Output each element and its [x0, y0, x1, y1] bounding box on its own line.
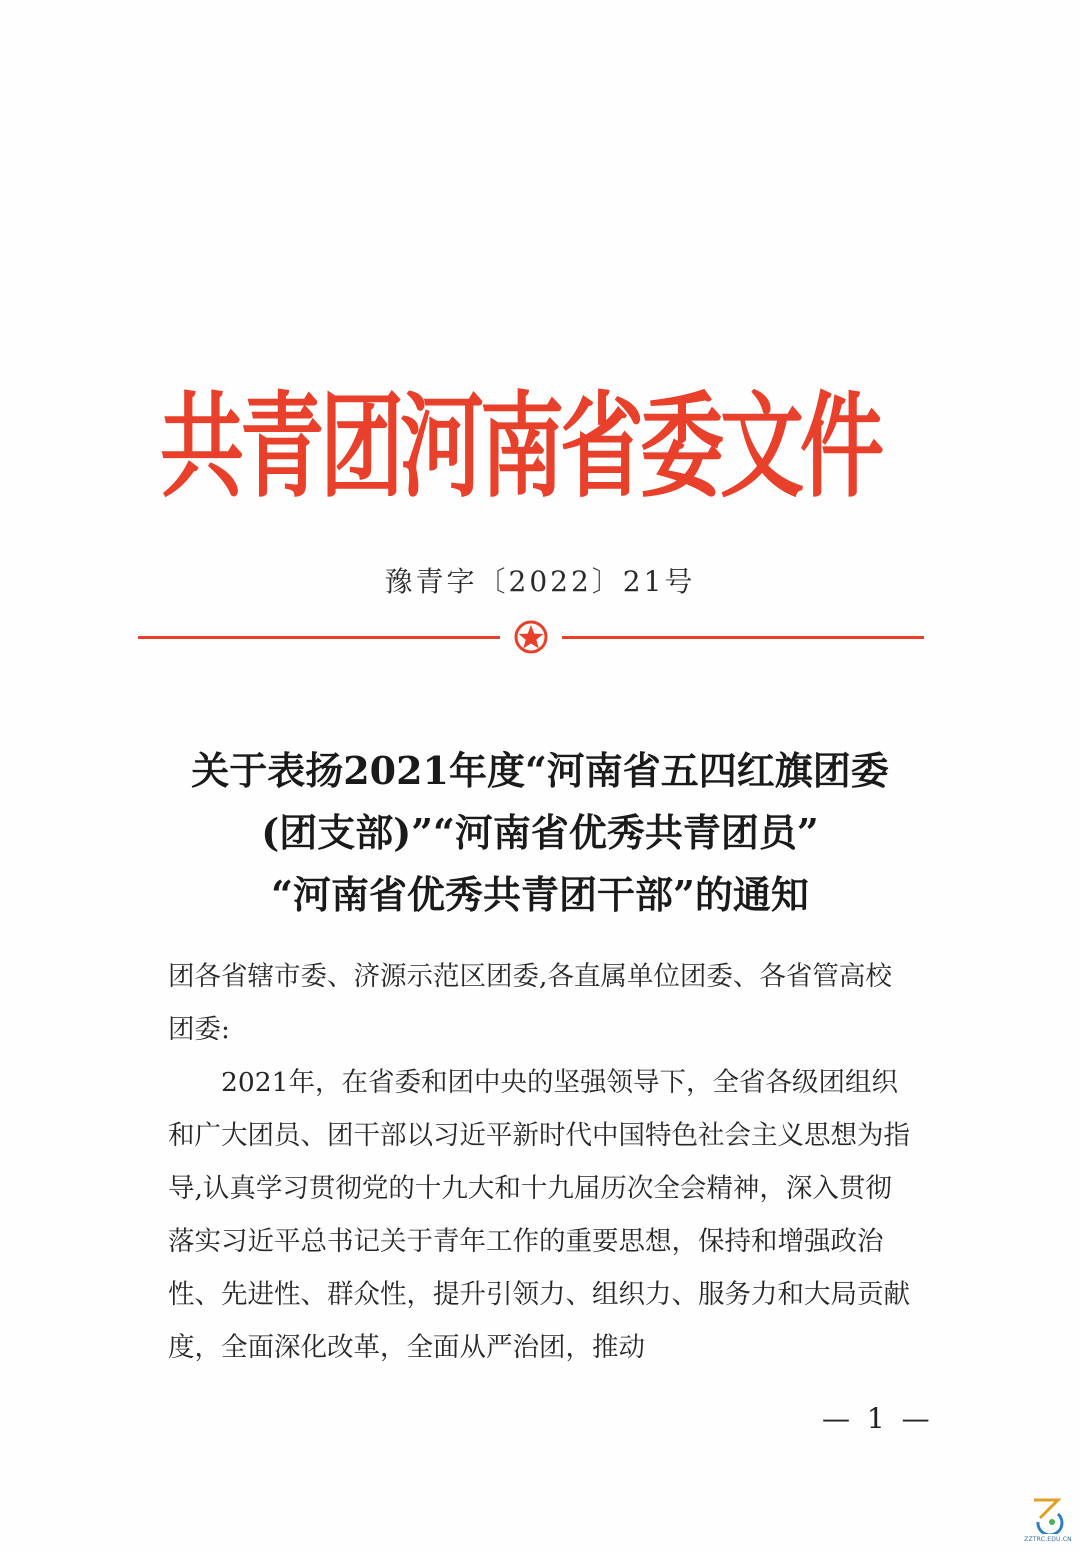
divider-line-left: [138, 636, 500, 639]
divider-line-right: [562, 636, 924, 639]
notice-title-line-2: (团支部)”“河南省优秀共青团员”: [261, 810, 819, 855]
header-divider: [138, 620, 924, 654]
watermark-logo-icon: [1028, 1492, 1068, 1534]
star-emblem-icon: [512, 620, 550, 654]
notice-title: [100, 740, 980, 926]
notice-body: [168, 950, 918, 1374]
document-number: 豫青字〔2022〕21号: [384, 565, 696, 598]
page-number: — 1 —: [822, 1402, 934, 1435]
salutation: 团各省辖市委、济源示范区团委,各直属单位团委、各省管高校团委:: [168, 961, 892, 1045]
body-paragraph: 2021年，在省委和团中央的坚强领导下，全省各级团组织和广大团员、团干部以习近平新时代中国特色社会主义思想为指导,认真学习贯彻党的十九大和十九届历次全会精神，深入贯彻落实习近平总书记关于青年工作的重要思想，保持和增强政治性、先进性、群众性，提升引领力、组织力、服务力和大局贡献度，全面深化改革，全面从严治团，推动: [168, 1067, 910, 1363]
notice-title-line-1: 关于表扬2021年度“河南省五四红旗团委: [191, 748, 889, 793]
watermark-text: ZZTRC.EDU.CN: [1024, 1536, 1072, 1543]
notice-title-line-3: “河南省优秀共青团干部”的通知: [271, 872, 809, 917]
document-header-title: 共青团河南省委文件: [160, 380, 881, 514]
site-watermark: [1018, 1492, 1074, 1548]
